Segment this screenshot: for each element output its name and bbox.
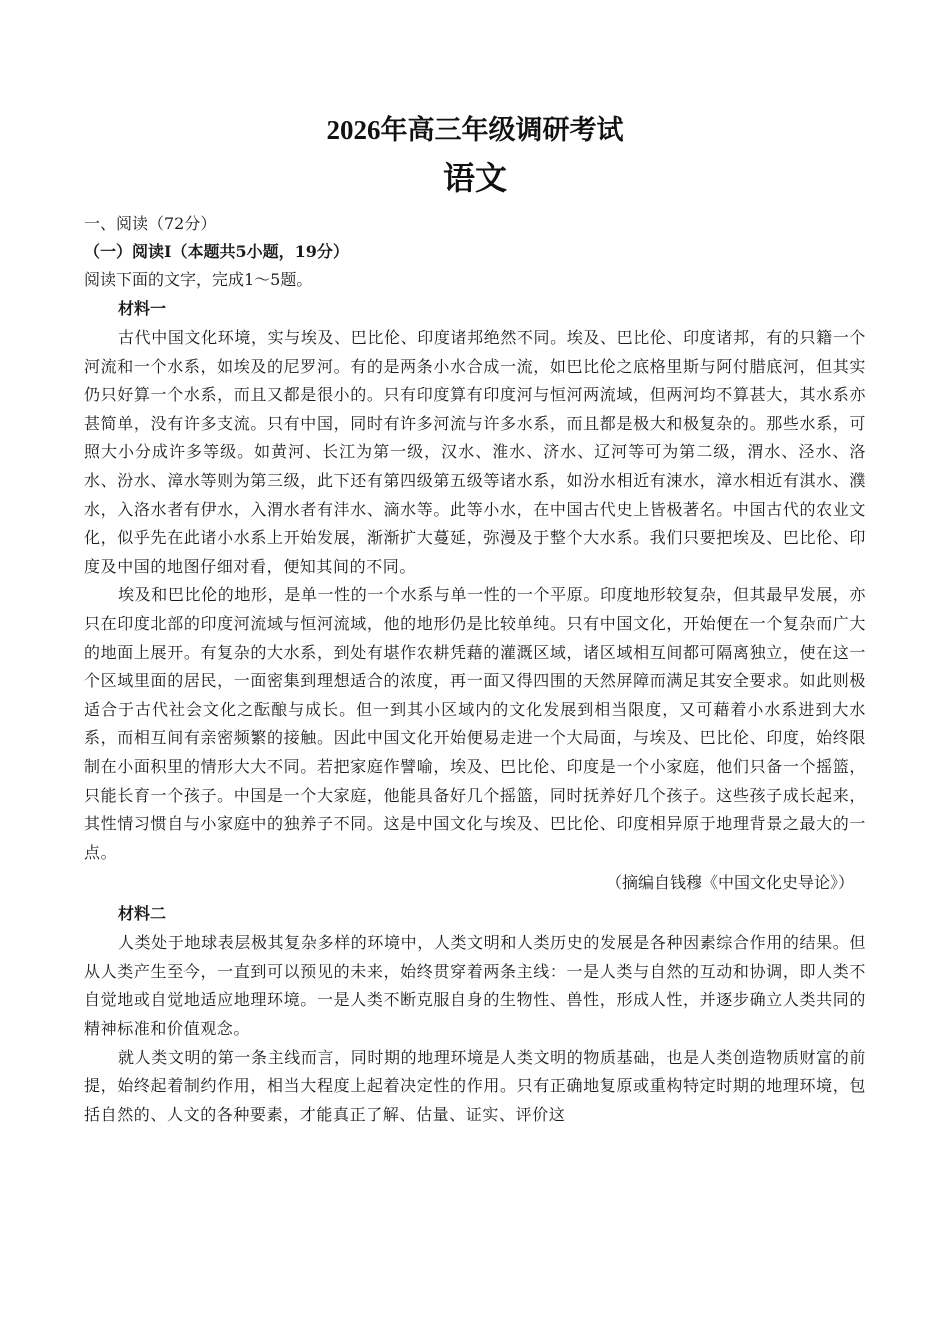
material-one-paragraph: 古代中国文化环境，实与埃及、巴比伦、印度诸邦绝然不同。埃及、巴比伦、印度诸邦，有的只籍一个河流和一个水系，如埃及的尼罗河。有的是两条小水合成一流，如巴比伦之底格里斯与阿付腊底河，但其实仍只好算一个水系，而且又都是很小的。只有印度算有印度河与恒河两流域，但两河均不算甚大，其水系亦甚简单，没有许多支流。只有中国，同时有许多河流与许多水系，而且都是极大和极复杂的。那些水系，可照大小分成许多等级。如黄河、长江为第一级，汉水、淮水、济水、辽河等可为第二级，渭水、泾水、洛水、汾水、漳水等则为第三级，此下还有第四级第五级等诸水系，如汾水相近有涑水，漳水相近有淇水、濮水，入洛水者有伊水，入渭水者有沣水、滴水等。此等小水，在中国古代史上皆极著名。中国古代的农业文化，似乎先在此诸小水系上开始发展，渐渐扩大蔓延，弥漫及于整个大水系。我们只要把埃及、巴比伦、印度及中国的地图仔细对看，便知其间的不同。	[84, 328, 866, 576]
material-two-title: 材料二	[118, 904, 167, 924]
sub-section-heading: （一）阅读Ⅰ（本题共5小题，19分）	[84, 242, 349, 261]
instruction-text: 阅读下面的文字，完成1～5题。	[84, 270, 313, 289]
material-two-paragraph: 就人类文明的第一条主线而言，同时期的地理环境是人类文明的物质基础，也是人类创造物质财富的前提，始终起着制约作用，相当大程度上起着决定性的作用。只有正确地复原或重构特定时期的地理环境，包括自然的、人文的各种要素，才能真正了解、估量、证实、评价这	[84, 1047, 866, 1124]
section-heading: 一、阅读（72分）	[84, 214, 217, 233]
material-one-paragraph: 埃及和巴比伦的地形，是单一性的一个水系与单一性的一个平原。印度地形较复杂，但其最早发展，亦只在印度北部的印度河流域与恒河流域，他的地形仍是比较单纯。只有中国文化，开始便在一个复杂而广大的地面上展开。有复杂的大水系，到处有堪作农耕凭藉的灌溉区域，诸区域相互间都可隔离独立，使在这一个区域里面的居民，一面密集到理想适合的浓度，再一面又得四围的天然屏障而满足其安全要求。如此则极适合于古代社会文化之酝酿与成长。但一到其小区域内的文化发展到相当限度，又可藉着小水系进到大水系，而相互间有亲密频繁的接触。因此中国文化开始便易走进一个大局面，与埃及、巴比伦、印度，始终限制在小面积里的情形大大不同。若把家庭作譬喻，埃及、巴比伦、印度是一个小家庭，他们只备一个摇篮，只能长育一个孩子。中国是一个大家庭，他能具备好几个摇篮，同时抚养好几个孩子。这些孩子成长起来，其性情习惯自与小家庭中的独养子不同。这是中国文化与埃及、巴比伦、印度相异原于地理背景之最大的一点。	[84, 585, 866, 862]
material-two-paragraph: 人类处于地球表层极其复杂多样的环境中，人类文明和人类历史的发展是各种因素综合作用的结果。但从人类产生至今，一直到可以预见的未来，始终贯穿着两条主线：一是人类与自然的互动和协调，即人类不自觉地或自觉地适应地理环境。一是人类不断克服自身的生物性、兽性，形成人性，并逐步确立人类共同的精神标准和价值观念。	[84, 933, 866, 1039]
material-one-title: 材料一	[118, 299, 167, 318]
exam-title: 2026年高三年级调研考试	[326, 115, 624, 145]
material-one-source: （摘编自钱穆《中国文化史导论》）	[605, 873, 854, 893]
subject-title: 语文	[442, 160, 507, 196]
